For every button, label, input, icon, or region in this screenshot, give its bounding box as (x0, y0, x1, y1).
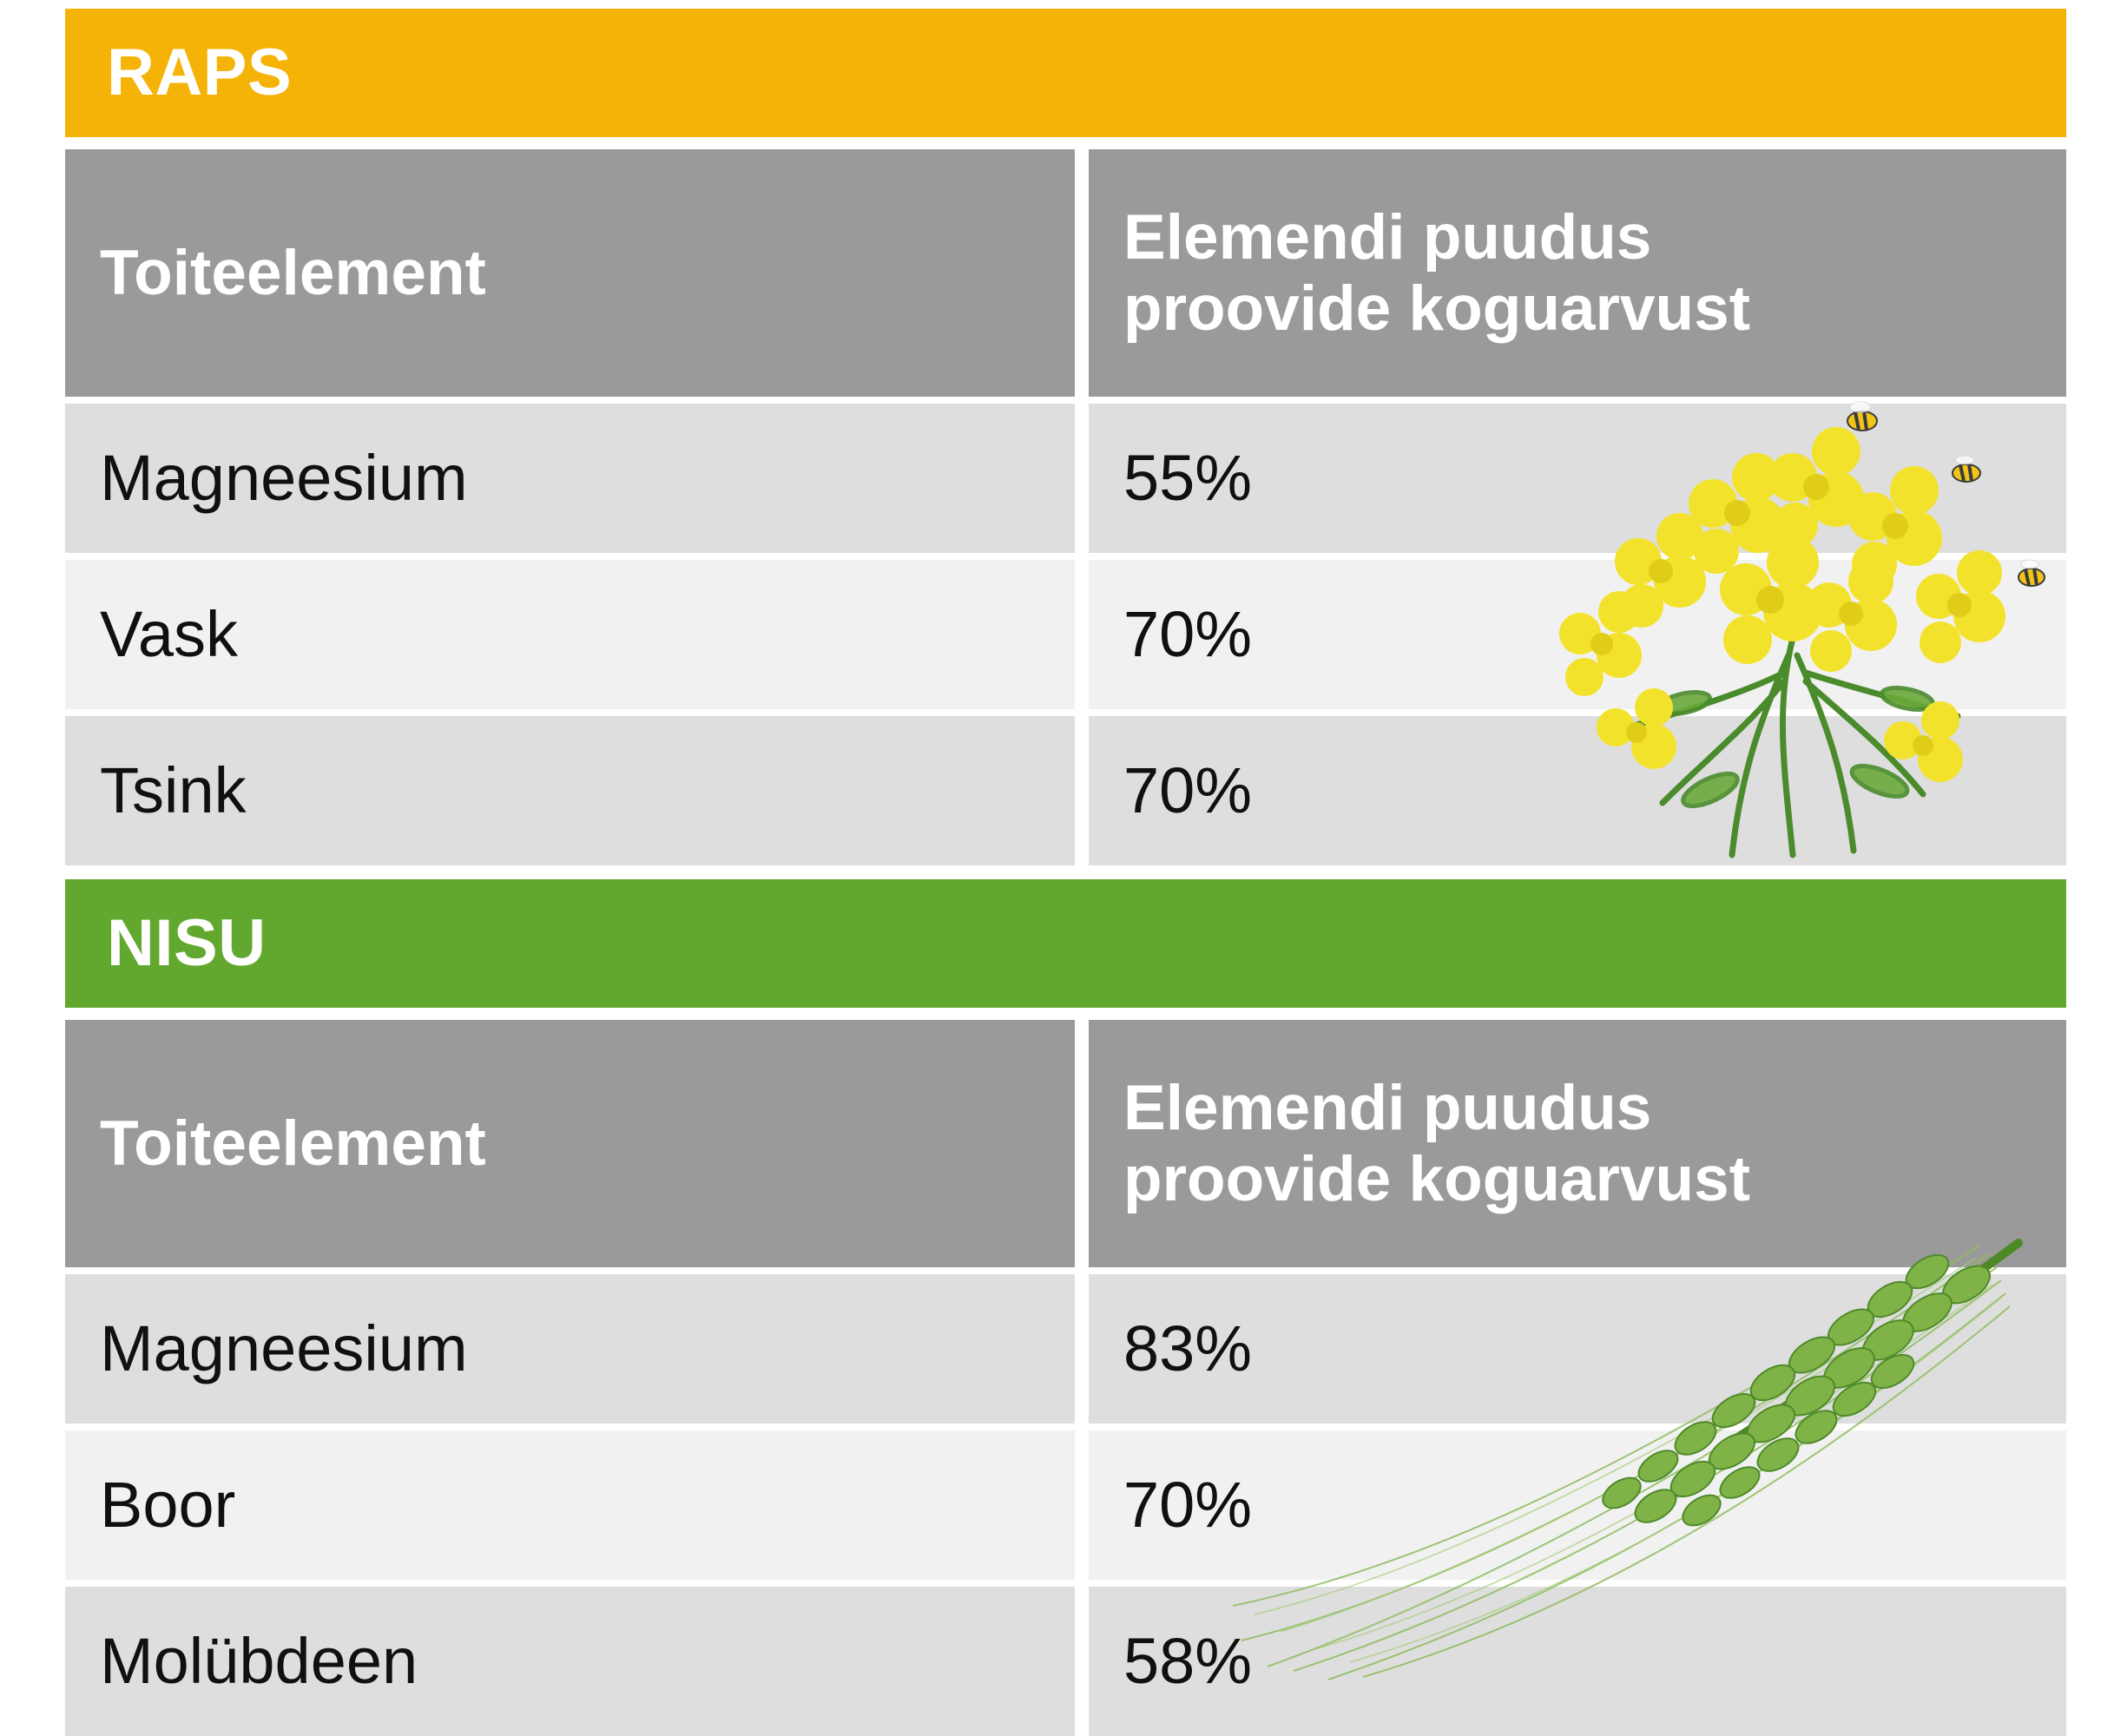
nisu-header-deficiency (1089, 1020, 2066, 1267)
raps-header-row (65, 149, 2066, 397)
raps-row-0-element: Magneesium (65, 404, 1075, 553)
raps-header-deficiency-line1: Elemendi puudus (1123, 201, 1652, 273)
nisu-band (65, 879, 2066, 1008)
raps-band-title: RAPS (107, 36, 293, 109)
nisu-row-0-value: 83% (1089, 1274, 2066, 1424)
raps-row-1-element: Vask (65, 560, 1075, 709)
raps-row-1-value: 70% (1089, 560, 2066, 709)
table-row (65, 1587, 2066, 1736)
nisu-band-title: NISU (107, 906, 267, 980)
table-row (65, 1430, 2066, 1580)
nisu-row-1-value: 70% (1089, 1430, 2066, 1580)
table-row (65, 560, 2066, 709)
nisu-header-row (65, 1020, 2066, 1267)
raps-row-0-value: 55% (1089, 404, 2066, 553)
nisu-row-1-element: Boor (65, 1430, 1075, 1580)
raps-row-2-value: 70% (1089, 716, 2066, 865)
raps-header-deficiency-line2: proovide koguarvust (1123, 273, 1751, 344)
nisu-header-deficiency-line2: proovide koguarvust (1123, 1143, 1751, 1214)
raps-header-deficiency (1089, 149, 2066, 397)
raps-table (65, 9, 2066, 865)
nisu-table (65, 879, 2066, 1736)
nisu-row-2-value: 58% (1089, 1587, 2066, 1736)
table-row (65, 716, 2066, 865)
raps-band (65, 9, 2066, 137)
raps-header-element: Toiteelement (65, 149, 1075, 397)
nisu-header-deficiency-line1: Elemendi puudus (1123, 1072, 1652, 1143)
table-row (65, 404, 2066, 553)
nisu-row-2-element: Molübdeen (65, 1587, 1075, 1736)
table-row (65, 1274, 2066, 1424)
nisu-row-0-element: Magneesium (65, 1274, 1075, 1424)
nisu-header-element: Toiteelement (65, 1020, 1075, 1267)
raps-row-2-element: Tsink (65, 716, 1075, 865)
